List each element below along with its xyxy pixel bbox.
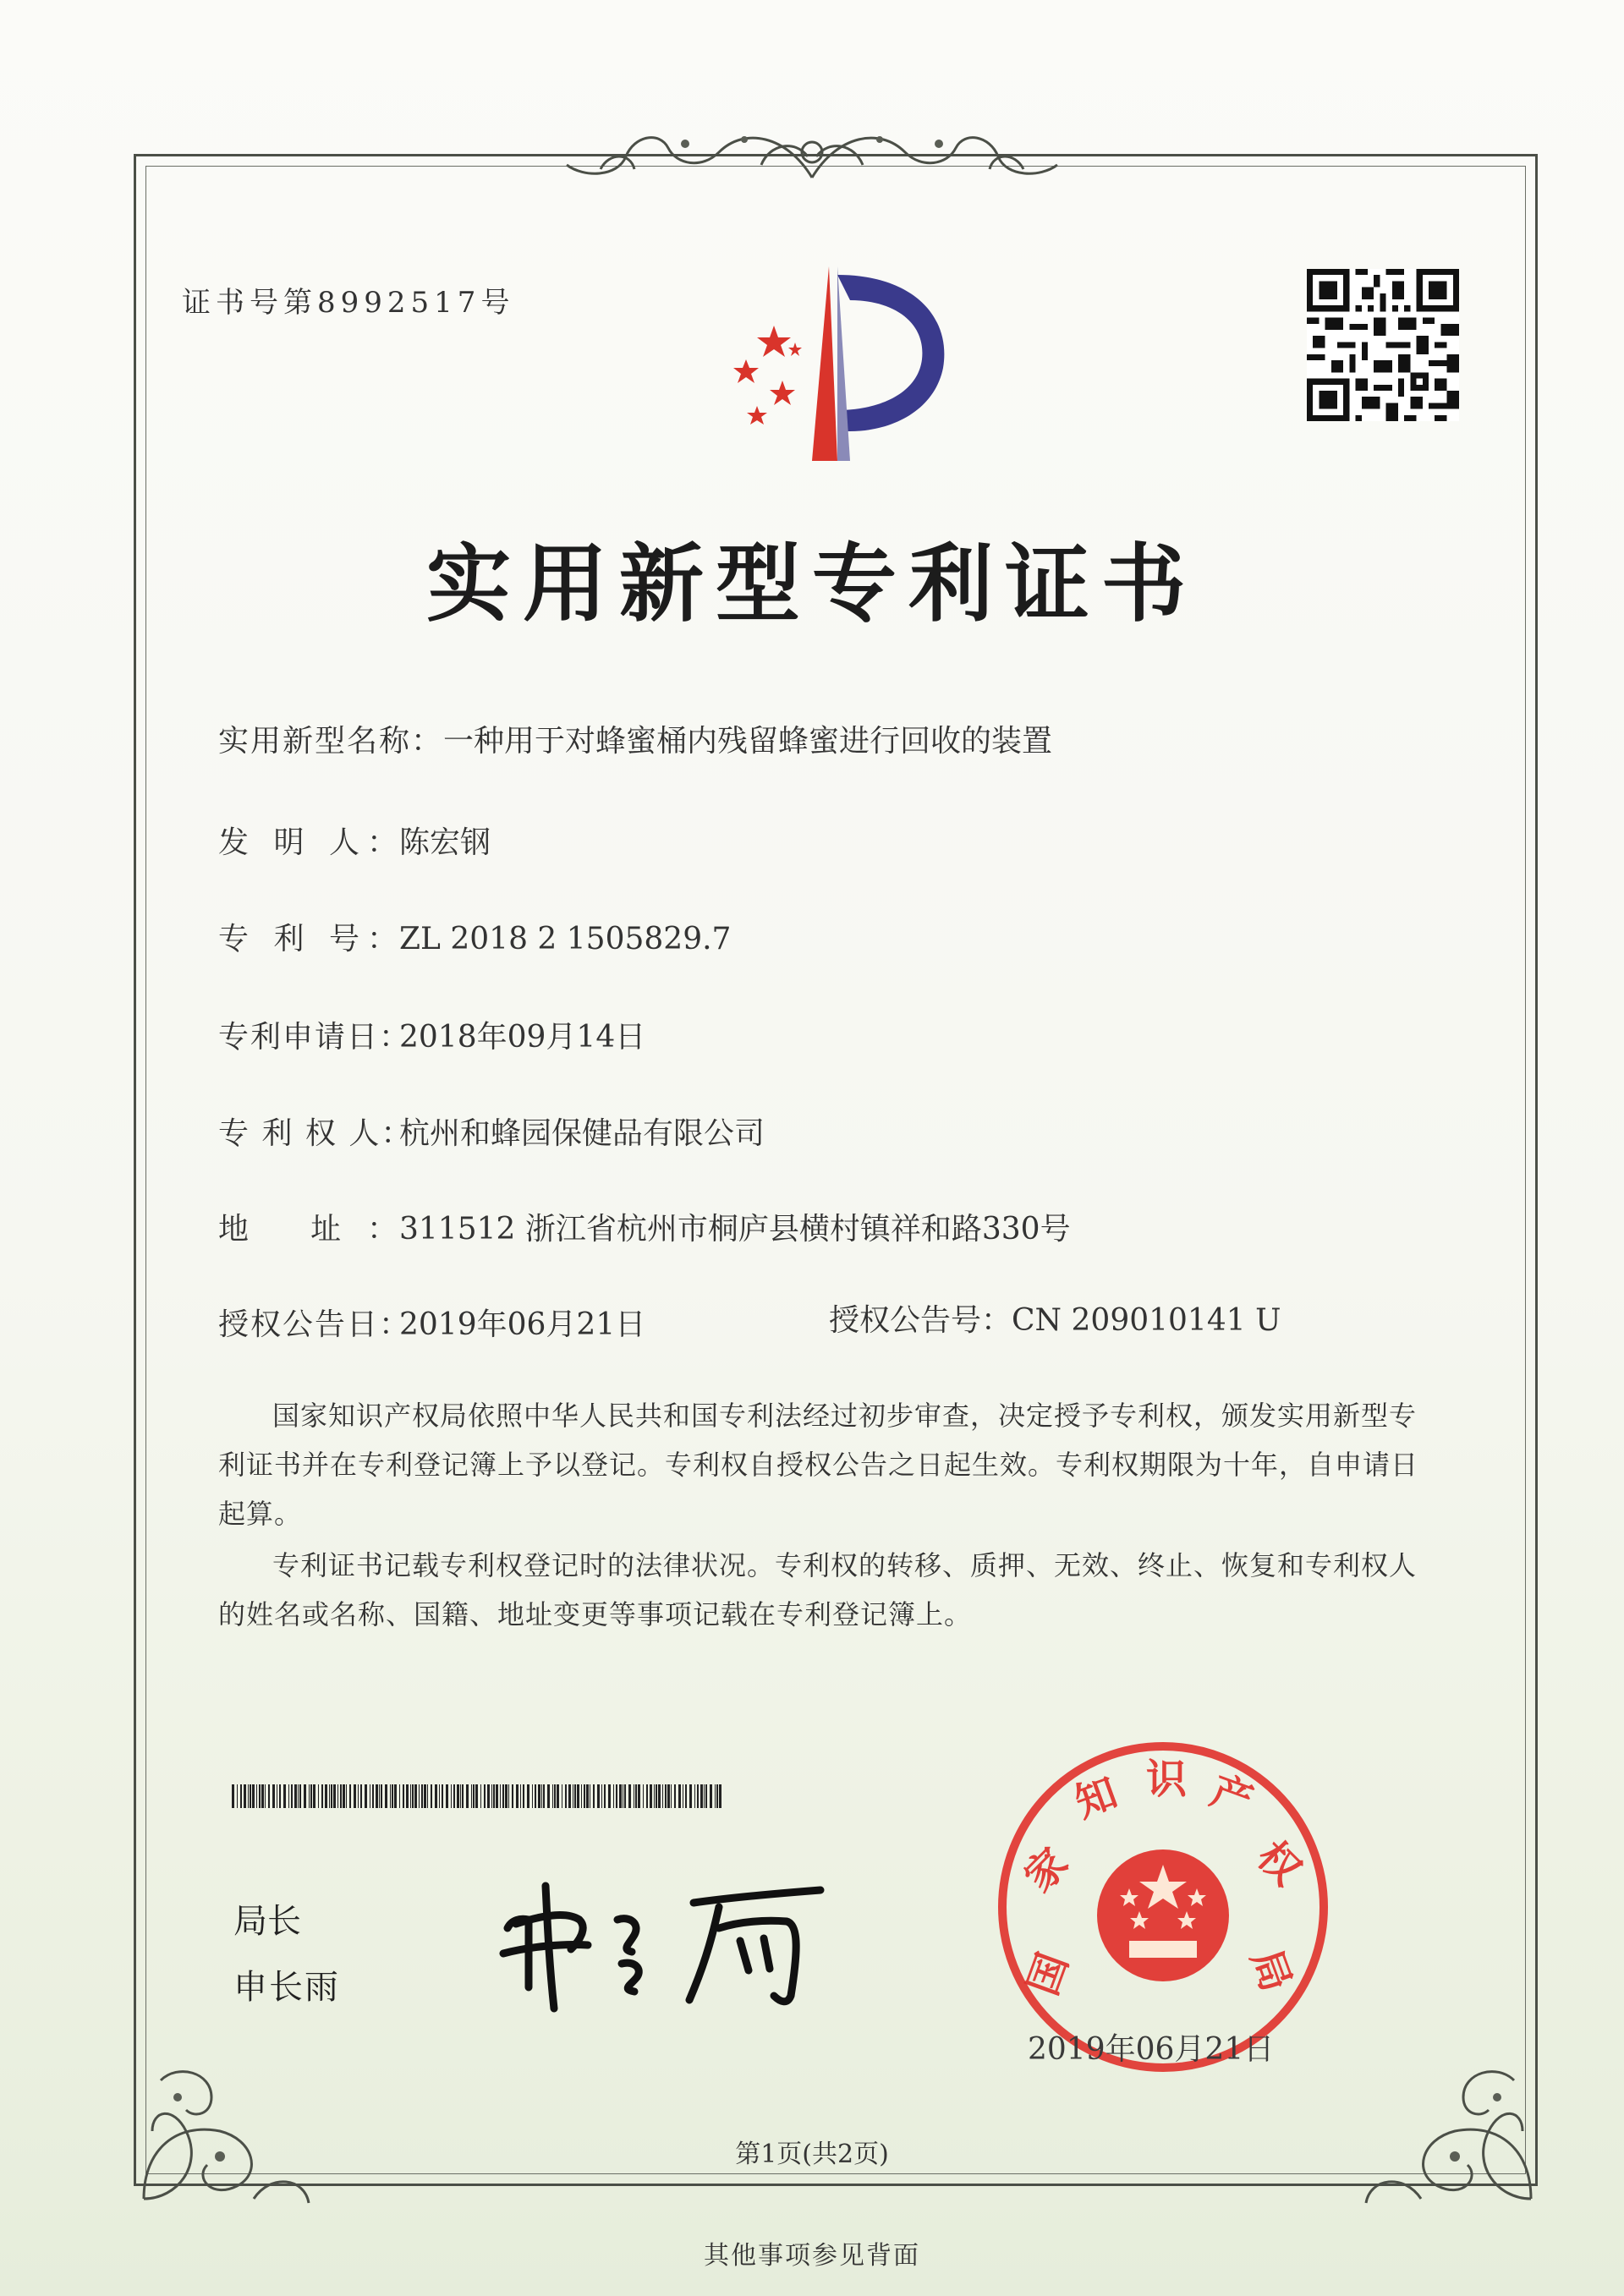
top-ornament-icon	[550, 118, 1074, 195]
utility-model-name-row	[218, 717, 1052, 760]
patent-number-label: 专 利 号：	[218, 922, 399, 956]
director-name: 申长雨	[233, 1968, 340, 2007]
svg-text:国: 国	[1018, 1947, 1078, 2002]
filing-date-value: 2018年09月14日	[399, 1020, 646, 1055]
corner-ornament-right-icon	[1353, 2030, 1548, 2216]
certificate-number-label: 证书号第	[182, 286, 317, 320]
patentee-label: 专 利 权 人：	[218, 1116, 414, 1151]
publication-date-value: 2019年06月21日	[399, 1307, 646, 1342]
corner-ornament-left-icon	[127, 2030, 321, 2216]
legal-status-paragraph: 专利证书记载专利权登记时的法律状况。专利权的转移、质押、无效、终止、恢复和专利权人的姓名或名称、国籍、地址变更等事项记载在专利登记簿上。	[218, 1549, 1418, 1630]
certificate-number	[182, 279, 514, 321]
svg-text:局: 局	[1242, 1943, 1301, 1998]
publication-number-row	[829, 1296, 1281, 1340]
qr-code-icon	[1307, 269, 1459, 421]
address-label: 地 址：	[218, 1212, 399, 1247]
utility-model-name-label: 实用新型名称：	[218, 724, 444, 759]
patent-number-value: ZL 2018 2 1505829.7	[399, 922, 732, 956]
cnipa-logo-icon	[710, 266, 964, 461]
publication-date-label: 授权公告日：	[218, 1307, 412, 1342]
utility-model-name-value: 一种用于对蜂蜜桶内残留蜂蜜进行回收的装置	[443, 724, 1053, 759]
patent-number-row	[218, 915, 731, 958]
svg-text:权: 权	[1248, 1832, 1310, 1895]
svg-text:产: 产	[1204, 1767, 1259, 1826]
svg-text:家: 家	[1015, 1838, 1078, 1902]
certificate-number-value: 8992517	[317, 286, 481, 320]
address-row	[218, 1205, 1071, 1248]
grant-statement-paragraph: 国家知识产权局依照中华人民共和国专利法经过初步审查，决定授予专利权，颁发实用新型专利证书并在专利登记簿上予以登记。专利权自授权公告之日起生效。专利权期限为十年，自申请日起算。	[218, 1400, 1419, 1530]
publication-number-value: CN 209010141 U	[1012, 1303, 1281, 1338]
certificate-number-suffix: 号	[480, 286, 515, 320]
seal-date: 2019年06月21日	[1028, 2032, 1275, 2067]
footer-note: 其他事项参见背面	[704, 2241, 920, 2271]
handwritten-signature-icon	[495, 1869, 850, 2017]
filing-date-label: 专利申请日：	[218, 1020, 412, 1055]
certificate-title: 实用新型专利证书	[426, 534, 1198, 633]
svg-text:知: 知	[1068, 1768, 1124, 1827]
patentee-row	[218, 1110, 765, 1153]
page-number: 第1页(共2页)	[735, 2140, 889, 2169]
inventor-label: 发 明 人：	[218, 825, 399, 860]
barcode-icon	[232, 1784, 724, 1808]
inventor-value: 陈宏钢	[399, 825, 491, 860]
patentee-value: 杭州和蜂园保健品有限公司	[399, 1116, 765, 1151]
inventor-row	[218, 819, 491, 862]
publication-date-row	[218, 1301, 645, 1344]
address-value: 311512 浙江省杭州市桐庐县横村镇祥和路330号	[399, 1212, 1071, 1247]
publication-number-label: 授权公告号：	[829, 1303, 1012, 1338]
svg-text:识: 识	[1146, 1756, 1188, 1803]
director-title: 局长	[233, 1902, 301, 1941]
filing-date-row	[218, 1013, 645, 1056]
